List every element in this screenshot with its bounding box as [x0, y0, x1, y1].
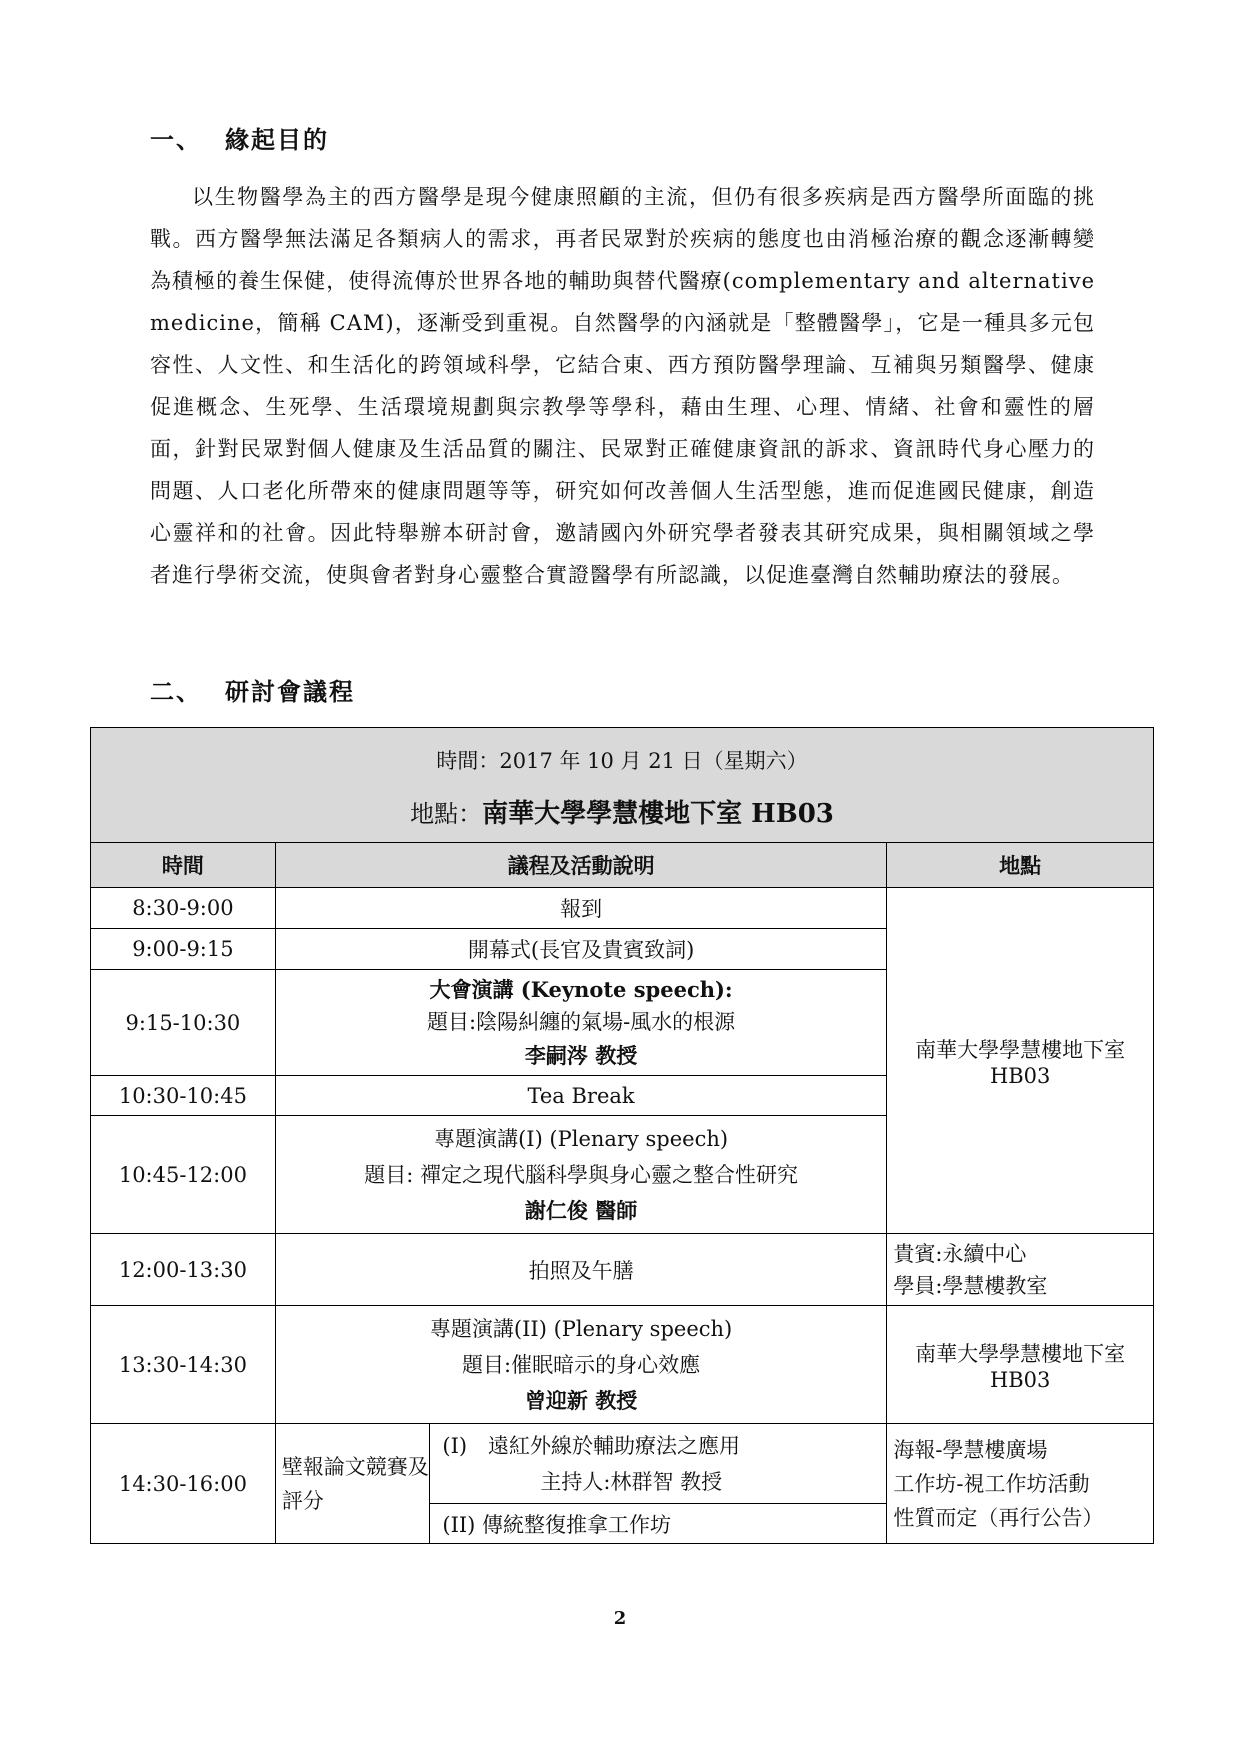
paragraph-text: 以生物醫學為主的西方醫學是現今健康照顧的主流，但仍有很多疾病是西方醫學所面臨的挑戰。西方醫學無法滿足各類病人的需求，再者民眾對於疾病的態度也由消極治療的觀念逐漸轉變為積極的養生保健，使得流傳於世界各地的輔助與替代醫療(complementary and alternative medicine，簡稱 CAM)，逐漸受到重視。自然醫學的內涵就是「整體醫學」，它是一種具多元包容性、人文性、和生活化的跨領域科學，它結合東、西方預防醫學理論、互補與另類醫學、健康促進概念、生死學、生活環境規劃與宗教學等學科，藉由生理、心理、情緒、社會和靈性的層面，針對民眾對個人健康及生活品質的關注、民眾對正確健康資訊的訴求、資訊時代身心壓力的問題、人口老化所帶來的健康問題等等，研究如何改善個人生活型態，進而促進國民健康，創造心靈祥和的社會。因此特舉辦本研討會，邀請國內外研究學者發表其研究成果，與相關領域之學者進行學術交流，使與會者對身心靈整合實證醫學有所認識，以促進臺灣自然輔助療法的發展。	[150, 185, 1095, 587]
section-1-title: 緣起目的	[225, 125, 329, 154]
poster-category: 壁報論文競賽及評分	[275, 1424, 430, 1544]
row-program: 拍照及午膳	[275, 1234, 887, 1306]
row-time: 14:30-16:00	[91, 1424, 276, 1544]
row-program: 開幕式(長官及貴賓致詞)	[275, 929, 887, 970]
poster-item-1	[430, 1424, 887, 1504]
agenda-banner	[91, 728, 1154, 843]
plenary2-speaker: 曾迎新 教授	[524, 1387, 638, 1413]
location-poster-line1: 海報-學慧樓廣場	[893, 1437, 1048, 1462]
keynote-label: 大會演講 (Keynote speech):	[429, 977, 733, 1002]
agenda-banner-row	[91, 728, 1154, 843]
header-location: 地點	[887, 843, 1154, 888]
table-row	[91, 888, 1154, 929]
location-plenary2-line2: HB03	[989, 1367, 1051, 1392]
row-program	[275, 970, 887, 1076]
plenary2-topic: 題目:催眠暗示的身心效應	[462, 1352, 701, 1377]
location-poster-line3: 性質而定（再行公告）	[893, 1505, 1104, 1530]
section-2-title: 研討會議程	[225, 677, 355, 706]
header-program: 議程及活動說明	[275, 843, 887, 888]
row-program	[275, 1116, 887, 1234]
table-row	[91, 1306, 1154, 1424]
page-number: 2	[613, 1608, 627, 1629]
row-time: 9:00-9:15	[91, 929, 276, 970]
poster-item-1-title: (I) 遠紅外線於輔助療法之應用	[442, 1433, 741, 1458]
section-1-heading	[150, 120, 329, 155]
row-program: 報到	[275, 888, 887, 929]
poster-item-1-host: 主持人:林群智 教授	[540, 1469, 723, 1494]
section-2-heading	[150, 672, 355, 707]
venue-label: 地點：	[410, 799, 483, 828]
row-time: 13:30-14:30	[91, 1306, 276, 1424]
row-program: Tea Break	[275, 1076, 887, 1116]
keynote-topic: 題目:陰陽糾纏的氣場-風水的根源	[427, 1010, 736, 1034]
row-time: 9:15-10:30	[91, 970, 276, 1076]
row-time: 8:30-9:00	[91, 888, 276, 929]
agenda-date: 時間：2017 年 10 月 21 日（星期六）	[436, 748, 808, 773]
table-row	[91, 1234, 1154, 1306]
plenary1-topic: 題目: 禪定之現代腦科學與身心靈之整合性研究	[364, 1162, 798, 1187]
plenary2-label: 專題演講(II) (Plenary speech)	[429, 1316, 733, 1341]
header-time: 時間	[91, 843, 276, 888]
location-plenary2	[887, 1306, 1154, 1424]
location-poster-line2: 工作坊-視工作坊活動	[893, 1471, 1090, 1496]
location-poster	[887, 1424, 1154, 1544]
agenda-header-row	[91, 843, 1154, 888]
poster-item-2: (II) 傳統整復推拿工作坊	[430, 1504, 887, 1544]
row-time: 12:00-13:30	[91, 1234, 276, 1306]
row-program	[275, 1306, 887, 1424]
location-lunch-line1: 貴賓:永續中心	[893, 1241, 1027, 1266]
section-1-number: 一、	[150, 125, 202, 154]
row-time: 10:30-10:45	[91, 1076, 276, 1116]
venue-name: 南華大學學慧樓地下室 HB03	[482, 798, 834, 829]
location-lunch	[887, 1234, 1154, 1306]
plenary1-label: 專題演講(I) (Plenary speech)	[434, 1126, 729, 1151]
row-time: 10:45-12:00	[91, 1116, 276, 1234]
table-row	[91, 1424, 1154, 1504]
section-1-paragraph	[150, 176, 1095, 596]
location-main-line2: HB03	[989, 1063, 1051, 1088]
location-main-line1: 南華大學學慧樓地下室	[915, 1037, 1126, 1062]
section-2-number: 二、	[150, 677, 202, 706]
location-plenary2-line1: 南華大學學慧樓地下室	[915, 1341, 1126, 1366]
location-main	[887, 888, 1154, 1234]
location-lunch-line2: 學員:學慧樓教室	[893, 1273, 1048, 1298]
agenda-table	[90, 727, 1154, 1544]
agenda-venue	[91, 793, 1153, 830]
keynote-speaker: 李嗣涔 教授	[524, 1043, 638, 1068]
plenary1-speaker: 謝仁俊 醫師	[524, 1197, 638, 1223]
